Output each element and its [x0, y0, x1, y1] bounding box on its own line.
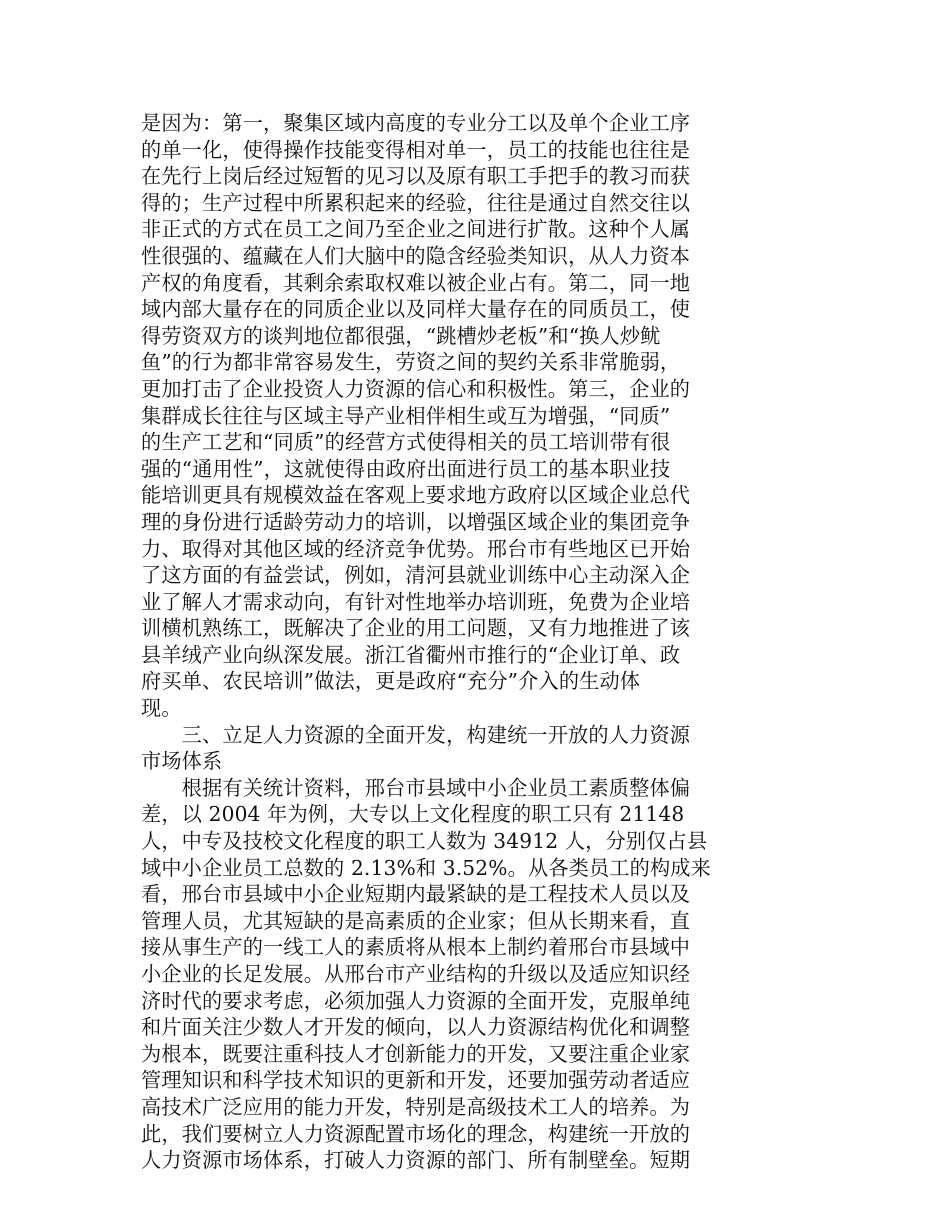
text-line: 人，中专及技校文化程度的职工人数为 34912 人，分别仅占县: [141, 829, 708, 854]
text-line: 域内部大量存在的同质企业以及同样大量存在的同质员工，使: [141, 297, 691, 322]
section-heading: 市场体系: [141, 749, 223, 774]
text-line: 管理知识和科学技术知识的更新和开发，还要加强劳动者适应: [141, 1068, 691, 1093]
text-line: 看，邢台市县域中小企业短期内最紧缺的是工程技术人员以及: [141, 882, 691, 907]
text-line: 府买单、农民培训”做法，更是政府“充分”介入的生动体: [141, 669, 641, 694]
text-line: 管理人员，尤其短缺的是高素质的企业家；但从长期来看，直: [141, 908, 691, 933]
text-line: 了这方面的有益尝试，例如，清河县就业训练中心主动深入企: [141, 563, 691, 588]
text-line: 的生产工艺和“同质”的经营方式使得相关的员工培训带有很: [141, 430, 671, 455]
text-line: 济时代的要求考虑，必须加强人力资源的全面开发，克服单纯: [141, 988, 691, 1013]
text-line: 得劳资双方的谈判地位都很强，“跳槽炒老板”和“换人炒鱿: [141, 323, 661, 348]
text-line: 为根本，既要注重科技人才创新能力的开发，又要注重企业家: [141, 1041, 691, 1066]
text-line: 业了解人才需求动向，有针对性地举办培训班，免费为企业培: [141, 589, 691, 614]
text-line: 产权的角度看，其剩余索取权难以被企业占有。第二，同一地: [141, 270, 691, 295]
text-line: 训横机熟练工，既解决了企业的用工问题，又有力地推进了该: [141, 616, 691, 641]
text-line: 小企业的长足发展。从邢台市产业结构的升级以及适应知识经: [141, 962, 691, 986]
text-line: 更加打击了企业投资人力资源的信心和积极性。第三，企业的: [141, 376, 691, 401]
text-line: 此，我们要树立人力资源配置市场化的理念，构建统一开放的: [141, 1121, 691, 1146]
text-line: 强的“通用性”，这就使得由政府出面进行员工的基本职业技: [141, 456, 671, 481]
text-line: 接从事生产的一线工人的素质将从根本上制约着邢台市县域中: [141, 935, 691, 960]
text-line: 的单一化，使得操作技能变得相对单一，员工的技能也往往是: [141, 137, 691, 162]
text-line: 得的；生产过程中所累积起来的经验，往往是通过自然交往以: [141, 190, 691, 215]
text-line: 能培训更具有规模效益在客观上要求地方政府以区域企业总代: [141, 483, 691, 508]
text-line: 在先行上岗后经过短暂的见习以及原有职工手把手的教习而获: [141, 164, 691, 189]
text-line: 和片面关注少数人才开发的倾向，以人力资源结构优化和调整: [141, 1015, 691, 1040]
text-line: 是因为：第一，聚集区域内高度的专业分工以及单个企业工序: [141, 111, 691, 135]
section-heading: 三、立足人力资源的全面开发，构建统一开放的人力资源: [141, 722, 691, 747]
text-line: 力、取得对其他区域的经济竞争优势。邢台市有些地区已开始: [141, 536, 691, 561]
text-line: 集群成长往往与区域主导产业相伴相生或互为增强，“同质”: [141, 403, 671, 428]
text-line: 根据有关统计资料，邢台市县域中小企业员工素质整体偏: [141, 775, 691, 800]
text-line: 差，以 2004 年为例，大专以上文化程度的职工只有 21148: [141, 802, 685, 827]
text-line: 县羊绒产业向纵深发展。浙江省衢州市推行的“企业订单、政: [141, 642, 681, 667]
text-line: 高技术广泛应用的能力开发，特别是高级技术工人的培养。为: [141, 1094, 691, 1119]
text-line: 理的身份进行适龄劳动力的培训，以增强区域企业的集团竞争: [141, 509, 691, 534]
text-line: 现。: [141, 696, 182, 721]
text-line: 性很强的、蕴藏在人们大脑中的隐含经验类知识，从人力资本: [141, 243, 691, 268]
text-line: 鱼”的行为都非常容易发生，劳资之间的契约关系非常脆弱，: [141, 350, 681, 375]
document-body: [141, 110, 841, 1174]
text-line: 域中小企业员工总数的 2.13%和 3.52%。从各类员工的构成来: [141, 855, 711, 880]
text-line: 人力资源市场体系，打破人力资源的部门、所有制壁垒。短期: [141, 1148, 691, 1173]
text-line: 非正式的方式在员工之间乃至企业之间进行扩散。这种个人属: [141, 217, 691, 242]
